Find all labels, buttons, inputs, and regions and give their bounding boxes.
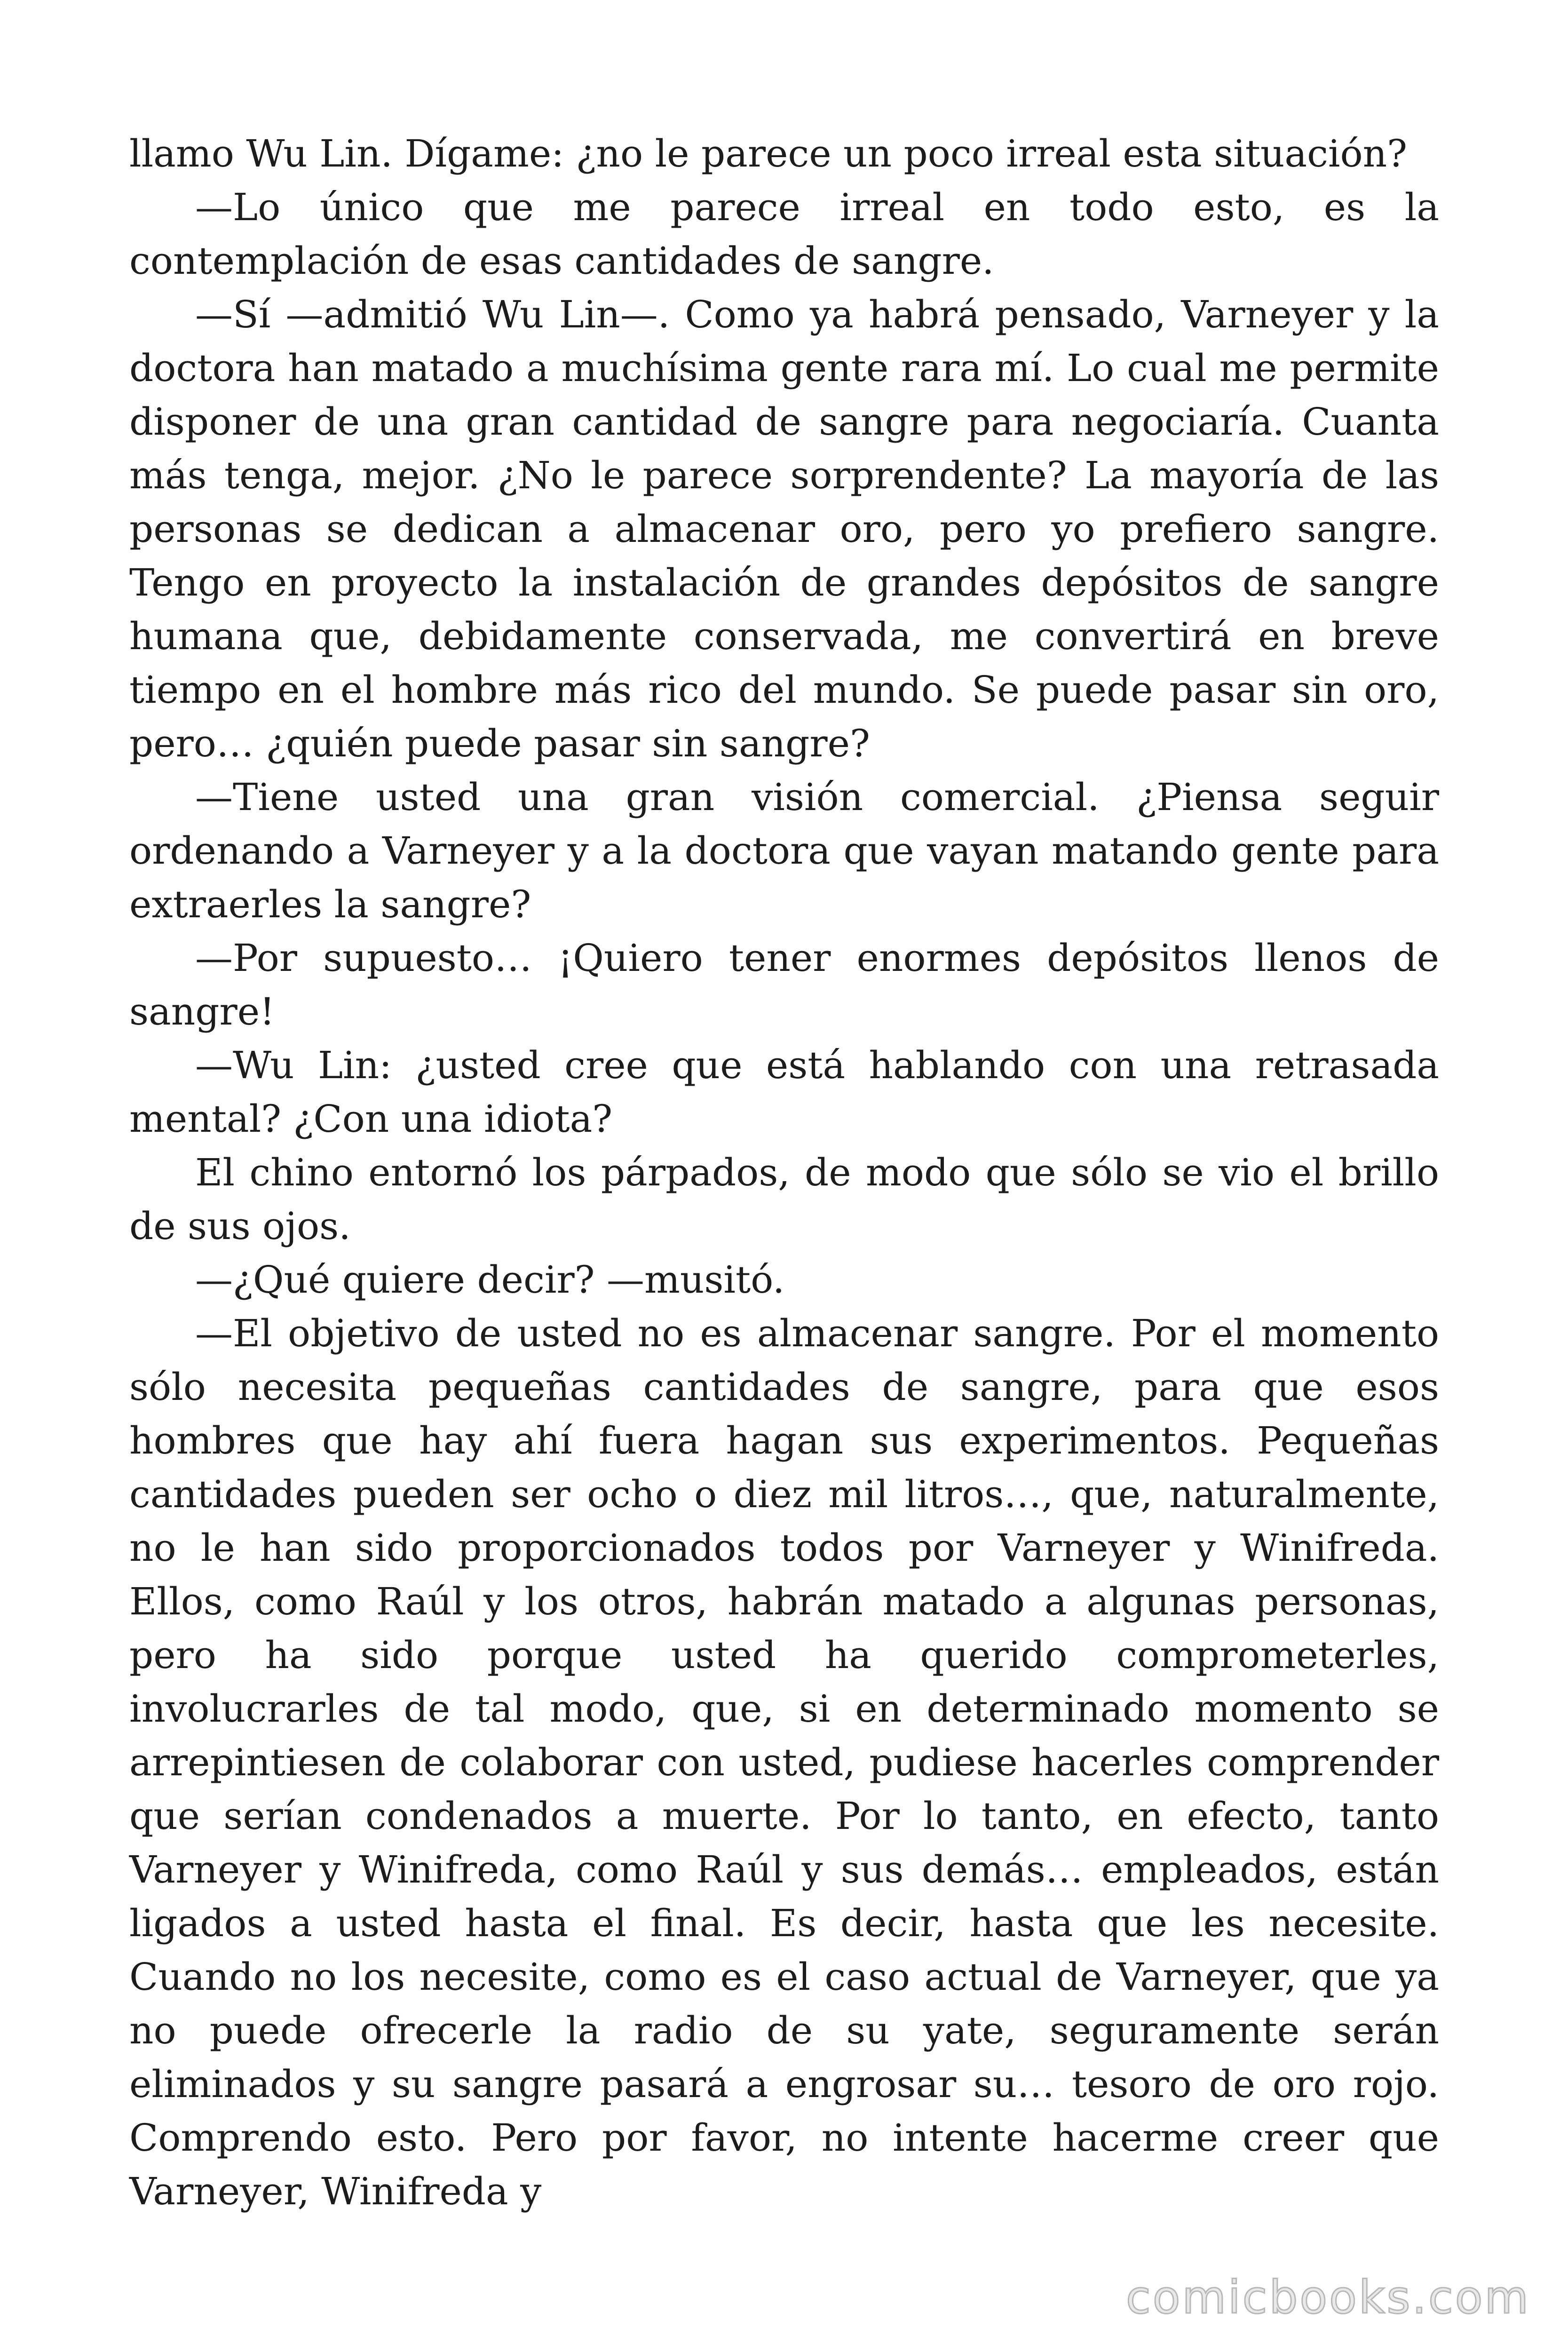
paragraph-1: llamo Wu Lin. Dígame: ¿no le parece un poco irreal esta situación? bbox=[129, 132, 1408, 175]
paragraph-2: —Lo único que me parece irreal en todo esto, es la contemplación de esas cantidades de sangre. bbox=[129, 185, 1439, 283]
document-page bbox=[129, 127, 1439, 2218]
paragraph-3: —Sí —admitió Wu Lin—. Como ya habrá pensado, Varneyer y la doctora han matado a muchísima gente rara mí. Lo cual me permite disponer de una gran cantidad de sangre para negociaría. Cuanta más tenga, mejor. ¿No le parece sorprendente? La mayoría de las personas se dedican a almacenar oro, pero yo prefiero sangre. Tengo en proyecto la instalación de grandes depósitos de sangre humana que, debidamente conservada, me convertirá en breve tiempo en el hombre más rico del mundo. Se puede pasar sin oro, pero… ¿quién puede pasar sin sangre? bbox=[129, 293, 1439, 765]
paragraph-6: —Wu Lin: ¿usted cree que está hablando con una retrasada mental? ¿Con una idiota? bbox=[129, 1043, 1439, 1141]
paragraph-5: —Por supuesto… ¡Quiero tener enormes depósitos llenos de sangre! bbox=[129, 936, 1439, 1033]
paragraph-8: —¿Qué quiere decir? —musitó. bbox=[195, 1258, 785, 1302]
watermark: comicbooks.com bbox=[1125, 2271, 1530, 2324]
paragraph-7: El chino entornó los párpados, de modo que sólo se vio el brillo de sus ojos. bbox=[129, 1151, 1439, 1248]
paragraph-4: —Tiene usted una gran visión comercial. ¿Piensa seguir ordenando a Varneyer y a la doctora que vayan matando gente para extraerles la sangre? bbox=[129, 775, 1439, 926]
paragraph-9: —El objetivo de usted no es almacenar sangre. Por el momento sólo necesita pequeñas cantidades de sangre, para que esos hombres que hay ahí fuera hagan sus experimentos. Pequeñas cantidades pueden ser ocho o diez mil litros…, que, naturalmente, no le han sido proporcionados todos por Varneyer y Winifreda. Ellos, como Raúl y los otros, habrán matado a algunas personas, pero ha sido porque usted ha querido comprometerles, involucrarles de tal modo, que, si en determinado momento se arrepintiesen de colaborar con usted, pudiese hacerles comprender que serían condenados a muerte. Por lo tanto, en efecto, tanto Varneyer y Winifreda, como Raúl y sus demás… empleados, están ligados a usted hasta el final. Es decir, hasta que les necesite. Cuando no los necesite, como es el caso actual de Varneyer, que ya no puede ofrecerle la radio de su yate, seguramente serán eliminados y su sangre pasará a engrosar su… tesoro de oro rojo. Comprendo esto. Pero por favor, no intente hacerme creer que Varneyer, Winifreda y bbox=[129, 1311, 1439, 2213]
